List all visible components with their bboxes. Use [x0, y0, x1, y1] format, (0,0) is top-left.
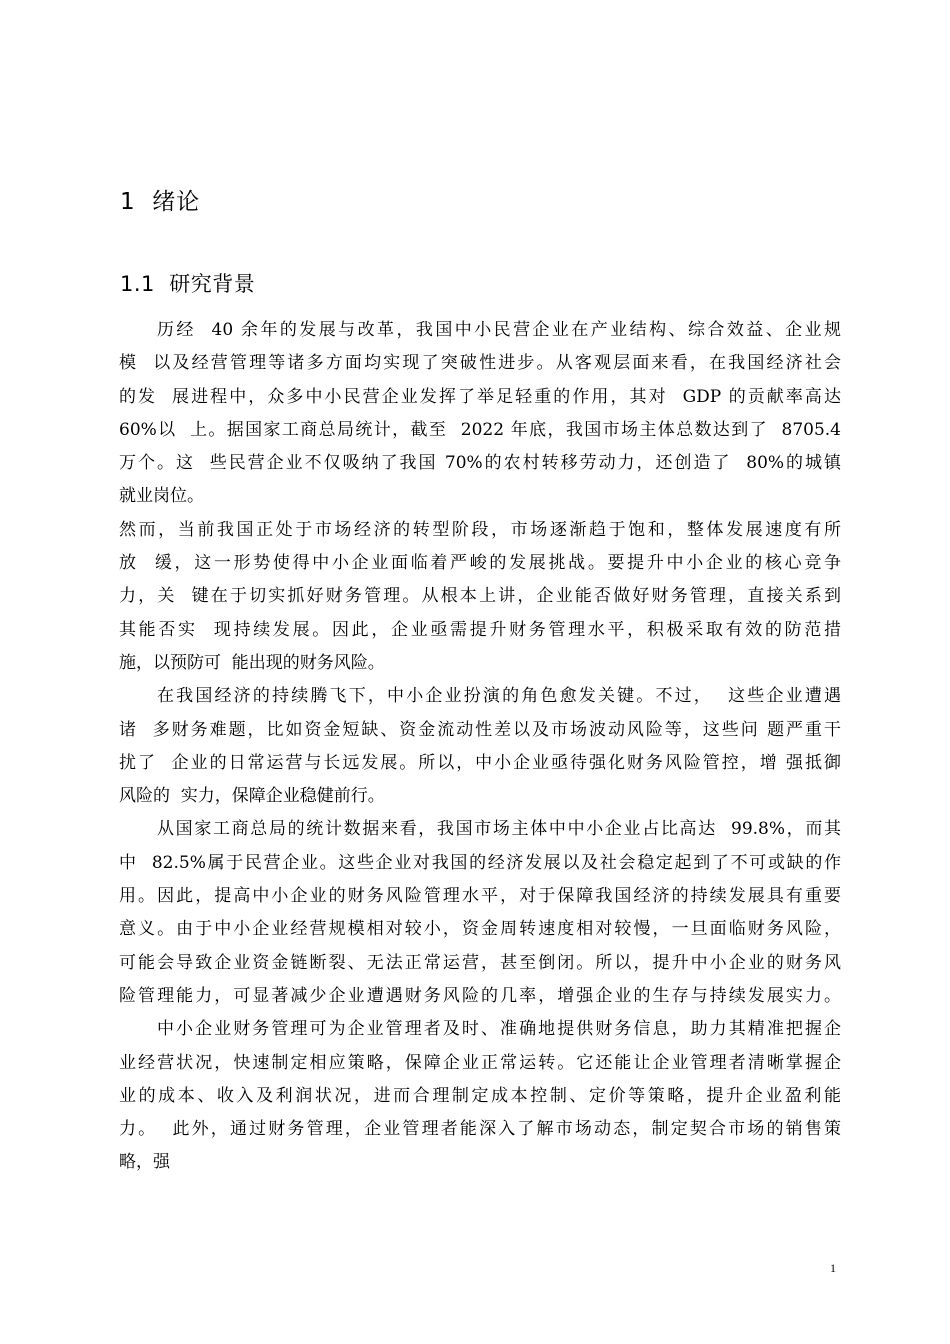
text-line: 业经营状况，快速制定相应策略，保障企业正常运转。它还能让企业管理者清晰掌握企 [119, 1052, 841, 1073]
text-line: 用。因此，提高中小企业的财务风险管理水平，对于保障我国经济的持续发展具有重要 [119, 886, 841, 907]
text-line: 力。 此外，通过财务管理，企业管理者能深入了解市场动态，制定契合市场的销售策 [119, 1119, 841, 1140]
text-line: 然而，当前我国正处于市场经济的转型阶段，市场逐渐趋于饱和，整体发展速度有所 [119, 519, 841, 540]
text-line: 诸 多财务难题，比如资金短缺、资金流动性差以及市场波动风险等，这些问 题严重干 [119, 719, 841, 740]
page-number: 1 [830, 1261, 836, 1275]
text-line: 中小企业财务管理可为企业管理者及时、准确地提供财务信息，助力其精准把握企 [157, 1019, 841, 1040]
text-line: 力，关 键在于切实抓好财务管理。从根本上讲，企业能否做好财务管理，直接关系到 [119, 586, 841, 607]
text-line: 可能会导致企业资金链断裂、无法正常运营，甚至倒闭。所以，提升中小企业的财务风 [119, 952, 841, 973]
text-line: 略，强 [119, 1152, 170, 1173]
text-line: 模 以及经营管理等诸多方面均实现了突破性进步。从客观层面来看，在我国经济社会 [119, 353, 841, 374]
text-line: 历经 40 余年的发展与改革，我国中小民营企业在产业结构、综合效益、企业规 [157, 320, 841, 340]
text-line: 险管理能力，可显著减少企业遭遇财务风险的几率，增强企业的生存与持续发展实力。 [119, 985, 841, 1006]
chapter-heading: 1 绪论 [120, 189, 201, 215]
text-line: 中 82.5%属于民营企业。这些企业对我国的经济发展以及社会稳定起到了不可或缺的作 [119, 852, 841, 873]
text-line: 万个。这 些民营企业不仅吸纳了我国 70%的农村转移劳动力，还创造了 80%的城镇 [119, 453, 841, 474]
text-line: 在我国经济的持续腾飞下，中小企业扮演的角色愈发关键。不过， 这些企业遭遇 [157, 686, 841, 707]
text-line: 从国家工商总局的统计数据来看，我国市场主体中中小企业占比高达 99.8%，而其 [157, 819, 841, 840]
text-line: 就业岗位。 [119, 486, 204, 507]
section-heading: 1.1 研究背景 [120, 272, 256, 296]
text-line: 60%以 上。据国家工商总局统计，截至 2022 年底，我国市场主体总数达到了 8705.4 [119, 419, 841, 440]
body-text [119, 314, 841, 1180]
text-line: 风险的 实力，保障企业稳健前行。 [119, 786, 385, 807]
text-line: 意义。由于中小企业经营规模相对较小，资金周转速度相对较慢，一旦面临财务风险， [119, 919, 841, 940]
text-line: 扰了 企业的日常运营与长远发展。所以，中小企业亟待强化财务风险管控，增 强抵御 [119, 752, 841, 773]
text-line: 其能否实 现持续发展。因此，企业亟需提升财务管理水平，积极采取有效的防范措 [119, 619, 841, 640]
text-line: 业的成本、收入及利润状况，进而合理制定成本控制、定价等策略，提升企业盈利能 [119, 1085, 841, 1106]
text-line: 的发 展进程中，众多中小民营企业发挥了举足轻重的作用，其对 GDP 的贡献率高达 [119, 386, 841, 407]
text-line: 放 缓，这一形势使得中小企业面临着严峻的发展挑战。要提升中小企业的核心竞争 [119, 553, 841, 574]
text-line: 施，以预防可 能出现的财务风险。 [119, 652, 385, 673]
